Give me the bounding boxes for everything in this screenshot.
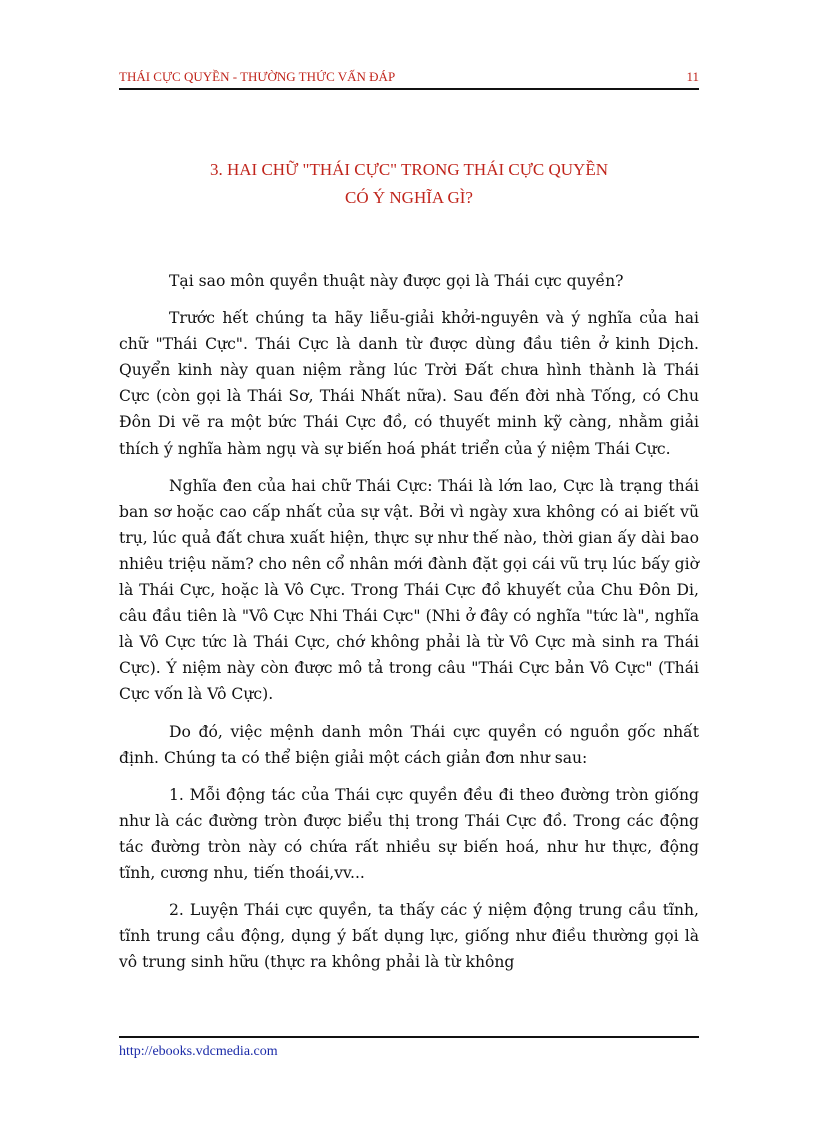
page-footer [119, 1036, 699, 1060]
section-heading-line-1: 3. HAI CHỮ "THÁI CỰC" TRONG THÁI CỰC QUYỀN [209, 160, 608, 179]
paragraph: Trước hết chúng ta hãy liễu-giải khởi-nguyên và ý nghĩa của hai chữ "Thái Cực". Thái Cực là danh từ được dùng đầu tiên ở kinh Dịch. Quyển kinh này quan niệm rằng lúc Trời Đất chưa hình thành là Thái Cực (còn gọi là Thái Sơ, Thái Nhất nữa). Sau đến đời nhà Tống, có Chu Đôn Di vẽ ra một bức Thái Cực đồ, có thuyết minh kỹ càng, nhằm giải thích ý nghĩa hàm ngụ và sự biến hoá phát triển của ý niệm Thái Cực. [119, 309, 699, 458]
body-text [119, 268, 699, 986]
paragraph: Tại sao môn quyền thuật này được gọi là Thái cực quyền? [169, 272, 624, 290]
section-heading [119, 156, 699, 212]
page-header [119, 66, 699, 90]
paragraph: Do đó, việc mệnh danh môn Thái cực quyền có nguồn gốc nhất định. Chúng ta có thể biện giải một cách giản đơn như sau: [119, 722, 699, 767]
footer-link[interactable]: http://ebooks.vdcmedia.com [119, 1044, 278, 1059]
section-heading-line-2: CÓ Ý NGHĨA GÌ? [345, 188, 473, 207]
paragraph: 2. Luyện Thái cực quyền, ta thấy các ý niệm động trung cầu tĩnh, tĩnh trung cầu động, dụng ý bất dụng lực, giống như điều thường gọi là vô trung sinh hữu (thực ra không phải là từ không [119, 901, 699, 972]
running-title: THÁI CỰC QUYỀN - THƯỜNG THỨC VẤN ĐÁP [119, 69, 396, 84]
page-number: 11 [686, 69, 699, 84]
paragraph: 1. Mỗi động tác của Thái cực quyền đều đi theo đường tròn giống như là các đường tròn được biểu thị trong Thái Cực đồ. Trong các động tác đường tròn này có chứa rất nhiều sự biến hoá, như hư thực, động tĩnh, cương nhu, tiến thoái,vv... [119, 785, 699, 882]
paragraph: Nghĩa đen của hai chữ Thái Cực: Thái là lớn lao, Cực là trạng thái ban sơ hoặc cao cấp nhất của sự vật. Bởi vì ngày xưa không có ai biết vũ trụ, lúc quả đất chưa xuất hiện, thực sự như thế nào, thời gian ấy dài bao nhiêu triệu năm? cho nên cổ nhân mới đành đặt gọi cái vũ trụ lúc bấy giờ là Thái Cực, hoặc là Vô Cực. Trong Thái Cực đồ khuyết của Chu Đôn Di, câu đầu tiên là "Vô Cực Nhi Thái Cực" (Nhi ở đây có nghĩa "tức là", nghĩa là Vô Cực tức là Thái Cực, chớ không phải là từ Vô Cực mà sinh ra Thái Cực). Ý niệm này còn được mô tả trong câu "Thái Cực bản Vô Cực" (Thái Cực vốn là Vô Cực). [119, 476, 699, 704]
